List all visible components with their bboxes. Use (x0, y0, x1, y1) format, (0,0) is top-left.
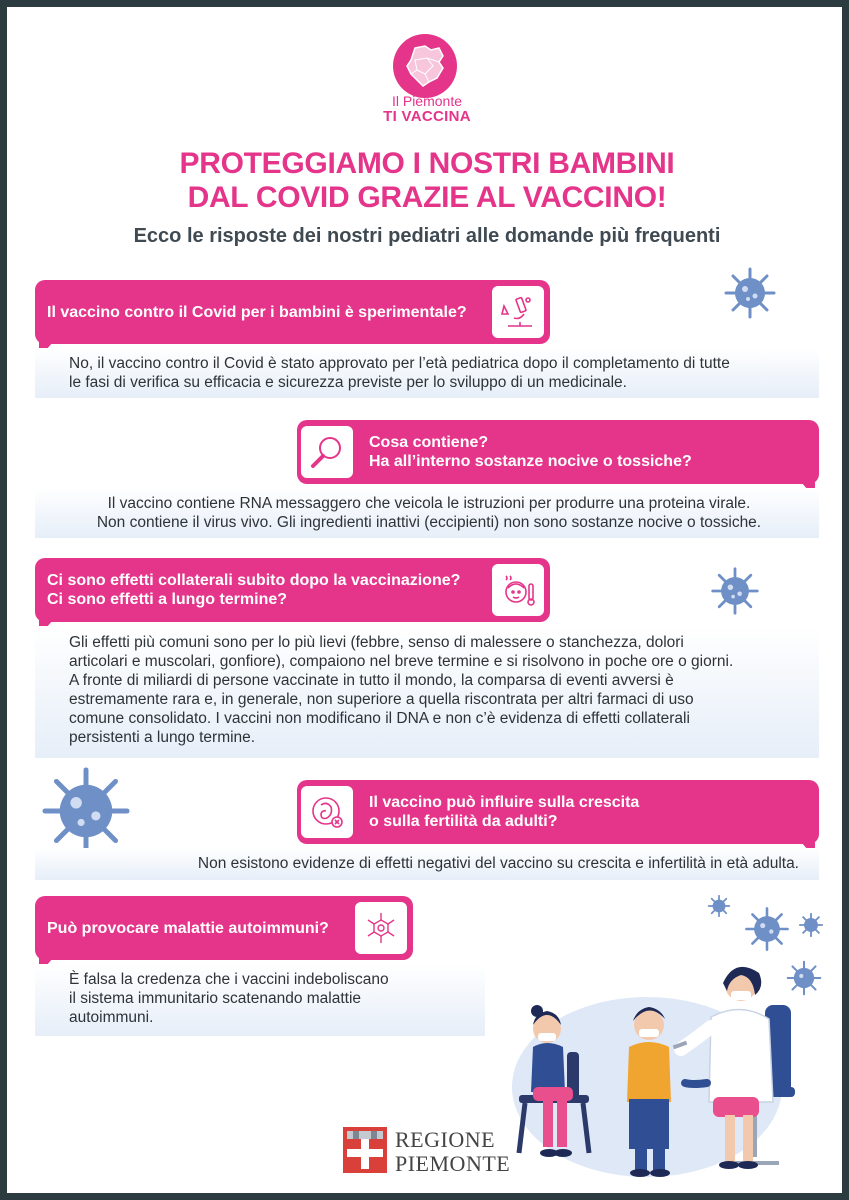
faq-question-2 (297, 420, 819, 484)
regione-piemonte-brand (343, 1125, 513, 1177)
virus-icon (709, 565, 761, 617)
fetus-icon (299, 784, 355, 840)
faq-question-5-text: Può provocare malattie autoimmuni? (47, 919, 329, 937)
piemonte-map-icon (393, 34, 457, 98)
brand-line2: PIEMONTE (395, 1151, 511, 1176)
microscope-icon (490, 284, 546, 340)
faq-answer-5 (35, 964, 485, 1036)
molecule-icon (353, 900, 409, 956)
faq-answer-3 (35, 626, 819, 758)
faq-answer-2 (35, 488, 819, 538)
title-line2: DAL COVID GRAZIE AL VACCINO! (187, 181, 667, 214)
faq-answer-2-text: Il vaccino contiene RNA messaggero che veicola le istruzioni per produrre una proteina virale. Non contiene il virus vivo. Gli ingredienti inattivi (eccipienti) non sono sostanze nocive o tossiche. (96, 495, 762, 531)
logo-line1: Il Piemonte (391, 93, 463, 109)
faq-answer-5-text: È falsa la credenza che i vaccini indeboliscano il sistema immunitario scatenando malattie autoimmuni. (69, 971, 389, 1026)
faq-question-4-text: Il vaccino può influire sulla crescita o sulla fertilità da adulti? (369, 794, 640, 830)
faq-question-1-text: Il vaccino contro il Covid per i bambini è sperimentale? (47, 303, 467, 321)
regione-shield-icon (343, 1127, 387, 1173)
faq-question-2-text: Cosa contiene? Ha all’interno sostanze nocive o tossiche? (369, 434, 692, 470)
vaccination-scene-icon (497, 887, 817, 1177)
magnifier-icon (299, 424, 355, 480)
faq-answer-1-text: No, il vaccino contro il Covid è stato approvato per l’età pediatrica dopo il completamento di tutte le fasi di verifica su efficacia e sicurezza previste per lo sviluppo di un medicinale. (69, 355, 730, 391)
page-subtitle: Ecco le risposte dei nostri pediatri alle domande più frequenti (133, 225, 721, 247)
faq-answer-4-text: Non esistono evidenze di effetti negativi del vaccino su crescita e infertilità in età adulta. (197, 855, 799, 872)
brand-line1: REGIONE (395, 1127, 496, 1152)
title-line1: PROTEGGIAMO I NOSTRI BAMBINI (179, 147, 675, 180)
virus-icon (40, 765, 132, 857)
poster (7, 7, 842, 1193)
logo-line2: TI VACCINA (383, 108, 471, 125)
faq-question-1 (35, 280, 550, 344)
faq-answer-3-text: Gli effetti più comuni sono per lo più lievi (febbre, senso di malessere o stanchezza, dolori articolari e muscolari, gonfiore), compaiono nel breve termine e si risolvono in poche ore o giorni. A fronte di miliardi di persone vaccinate in tutto il mondo, la comparsa di eventi avversi è estremamente rara e, in generale, non superiore a quella riscontrata per altri farmaci di uso comune consolidato. I vaccini non modificano il DNA e non c’è evidenza di effetti collaterali persistenti a lungo termine. (69, 634, 734, 746)
fever-child-icon (490, 562, 546, 618)
faq-answer-1 (35, 348, 819, 398)
faq-question-3-text: Ci sono effetti collaterali subito dopo la vaccinazione? Ci sono effetti a lungo termine? (47, 572, 461, 608)
faq-question-4 (297, 780, 819, 844)
page-title (67, 147, 787, 215)
virus-icon (722, 265, 778, 321)
faq-question-3 (35, 558, 550, 622)
faq-answer-4 (35, 848, 819, 880)
